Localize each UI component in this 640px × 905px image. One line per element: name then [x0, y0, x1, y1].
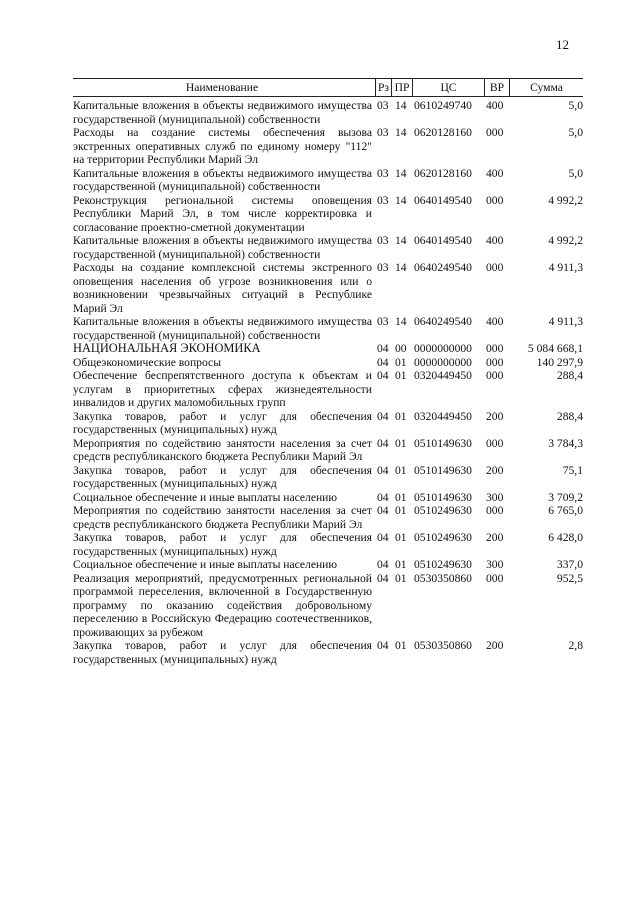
- row-pr: 01: [395, 436, 407, 450]
- row-cs: 0530350860: [414, 639, 472, 652]
- table-row: [73, 342, 583, 356]
- table-row: [73, 234, 583, 261]
- row-pr: 01: [395, 504, 407, 517]
- row-rz: 04: [377, 436, 389, 450]
- row-rz: 04: [377, 355, 389, 369]
- row-cs: 0000000000: [414, 342, 472, 355]
- row-cs: 0510149630: [414, 436, 472, 450]
- row-cs: 0620128160: [414, 126, 472, 139]
- row-sum: 5,0: [568, 126, 583, 139]
- row-pr: 14: [395, 193, 407, 207]
- table-row: [73, 491, 583, 505]
- table-body: [73, 99, 583, 666]
- row-pr: 01: [395, 409, 407, 423]
- row-rz: 03: [377, 193, 389, 207]
- row-pr: 01: [395, 531, 407, 544]
- row-cs: 0510149630: [414, 490, 472, 504]
- row-pr: 01: [395, 463, 407, 477]
- row-vr: 400: [486, 99, 504, 112]
- row-sum: 4 992,2: [548, 193, 583, 207]
- row-vr: 000: [486, 571, 504, 585]
- header-name: Наименование: [73, 79, 376, 96]
- row-sum: 337,0: [556, 558, 583, 571]
- row-pr: 14: [395, 166, 407, 180]
- row-pr: 00: [395, 342, 407, 355]
- table-row: [73, 194, 583, 235]
- row-cs: 0510249630: [414, 558, 472, 571]
- row-sum: 4 911,3: [548, 315, 583, 328]
- table-row: [73, 639, 583, 666]
- row-sum: 6 765,0: [548, 504, 583, 517]
- row-cs: 0510249630: [414, 504, 472, 517]
- table-row: [73, 437, 583, 464]
- row-name: Закупка товаров, работ и услуг для обеспечения государственных (муниципальных) нужд: [73, 463, 372, 490]
- table-row: [73, 504, 583, 531]
- row-name: Мероприятия по содействию занятости населения за счет средств республиканского бюджета Республики Марий Эл: [73, 436, 372, 463]
- row-cs: 0000000000: [414, 355, 472, 369]
- row-cs: 0320449450: [414, 409, 472, 423]
- row-pr: 14: [395, 315, 407, 328]
- row-rz: 04: [377, 531, 389, 544]
- row-rz: 04: [377, 639, 389, 652]
- row-rz: 04: [377, 342, 389, 355]
- row-cs: 0640249540: [414, 315, 472, 328]
- row-pr: 14: [395, 126, 407, 139]
- page-number: 12: [556, 37, 569, 52]
- row-rz: 04: [377, 490, 389, 504]
- row-rz: 04: [377, 571, 389, 585]
- row-name: Социальное обеспечение и иные выплаты населению: [73, 558, 338, 571]
- table-row: [73, 356, 583, 370]
- row-pr: 01: [395, 558, 407, 571]
- row-sum: 288,4: [556, 409, 583, 423]
- row-sum: 140 297,9: [536, 355, 583, 369]
- row-name: Обеспечение беспрепятственного доступа к объектам и услугам в приоритетных сферах жизнедеятельности инвалидов и других маломобильных групп: [73, 369, 372, 409]
- row-name: Капитальные вложения в объекты недвижимого имущества государственной (муниципальной) собственности: [73, 99, 372, 126]
- row-rz: 03: [377, 99, 389, 112]
- row-rz: 04: [377, 463, 389, 477]
- row-rz: 03: [377, 234, 389, 247]
- row-rz: 04: [377, 504, 389, 517]
- row-sum: 952,5: [556, 571, 583, 585]
- row-cs: 0320449450: [414, 369, 472, 382]
- row-rz: 04: [377, 369, 389, 382]
- row-vr: 300: [486, 490, 504, 504]
- row-name: Закупка товаров, работ и услуг для обеспечения государственных (муниципальных) нужд: [73, 409, 372, 436]
- row-name: Капитальные вложения в объекты недвижимого имущества государственной (муниципальной) собственности: [73, 166, 372, 193]
- row-rz: 04: [377, 558, 389, 571]
- row-rz: 03: [377, 166, 389, 180]
- row-vr: 000: [486, 436, 504, 450]
- table-row: [73, 464, 583, 491]
- header-cs: ЦС: [413, 79, 485, 96]
- row-name: Общеэкономические вопросы: [73, 355, 221, 369]
- table-row: [73, 167, 583, 194]
- row-sum: 288,4: [556, 369, 583, 382]
- row-vr: 400: [486, 315, 504, 328]
- row-vr: 200: [486, 409, 504, 423]
- table-row: [73, 369, 583, 410]
- row-sum: 5 084 668,1: [527, 342, 583, 355]
- row-vr: 400: [486, 166, 504, 180]
- row-vr: 400: [486, 234, 504, 247]
- table-row: [73, 410, 583, 437]
- row-vr: 200: [486, 639, 504, 652]
- row-name: Капитальные вложения в объекты недвижимого имущества государственной (муниципальной) собственности: [73, 315, 372, 342]
- row-name: Реализация мероприятий, предусмотренных региональной программой переселения, включенной в Государственную программу по оказанию содействия добровольному переселению в Российскую Федерацию соотечественников, проживающих за рубежом: [73, 571, 372, 639]
- table-header: [73, 78, 583, 97]
- row-vr: 000: [486, 261, 504, 274]
- row-cs: 0510149630: [414, 463, 472, 477]
- row-name: Капитальные вложения в объекты недвижимого имущества государственной (муниципальной) собственности: [73, 234, 372, 261]
- table-row: [73, 126, 583, 167]
- row-name: Расходы на создание системы обеспечения вызова экстренных оперативных служб по единому номеру "112" на территории Республики Марий Эл: [73, 126, 372, 166]
- row-sum: 75,1: [562, 463, 583, 477]
- row-pr: 14: [395, 261, 407, 274]
- header-rz: Рз: [376, 79, 392, 96]
- row-sum: 3 709,2: [548, 490, 583, 504]
- row-name: Закупка товаров, работ и услуг для обеспечения государственных (муниципальных) нужд: [73, 639, 372, 666]
- row-sum: 3 784,3: [548, 436, 583, 450]
- row-sum: 5,0: [568, 166, 583, 180]
- row-sum: 4 992,2: [548, 234, 583, 247]
- budget-table: [73, 78, 583, 666]
- row-cs: 0620128160: [414, 166, 472, 180]
- row-vr: 200: [486, 463, 504, 477]
- row-pr: 01: [395, 369, 407, 382]
- row-vr: 000: [486, 369, 504, 382]
- row-sum: 2,8: [568, 639, 583, 652]
- row-cs: 0640149540: [414, 234, 472, 247]
- table-row: [73, 315, 583, 342]
- row-name: Социальное обеспечение и иные выплаты населению: [73, 490, 338, 504]
- row-pr: 01: [395, 355, 407, 369]
- row-vr: 300: [486, 558, 504, 571]
- row-cs: 0610249740: [414, 99, 472, 112]
- row-pr: 01: [395, 571, 407, 585]
- row-sum: 4 911,3: [548, 261, 583, 274]
- header-sum: Сумма: [530, 81, 563, 94]
- row-name: НАЦИОНАЛЬНАЯ ЭКОНОМИКА: [73, 341, 261, 355]
- row-vr: 000: [486, 193, 504, 207]
- row-rz: 04: [377, 409, 389, 423]
- row-rz: 03: [377, 261, 389, 274]
- row-sum: 5,0: [568, 99, 583, 112]
- row-sum: 6 428,0: [548, 531, 583, 544]
- row-vr: 000: [486, 342, 504, 355]
- row-cs: 0640149540: [414, 193, 472, 207]
- table-row: [73, 99, 583, 126]
- row-rz: 03: [377, 126, 389, 139]
- table-row: [73, 558, 583, 572]
- row-cs: 0510249630: [414, 531, 472, 544]
- table-row: [73, 572, 583, 640]
- row-vr: 000: [486, 126, 504, 139]
- table-row: [73, 261, 583, 315]
- row-pr: 01: [395, 639, 407, 652]
- row-name: Реконструкция региональной системы оповещения Республики Марий Эл, в том числе корректировка и согласование проектно-сметной документации: [73, 193, 372, 234]
- row-pr: 14: [395, 99, 407, 112]
- header-pr: ПР: [392, 79, 413, 96]
- row-vr: 000: [486, 504, 504, 517]
- row-cs: 0640249540: [414, 261, 472, 274]
- row-name: Расходы на создание комплексной системы экстренного оповещения населения об угрозе возникновения или о возникновении чрезвычайных ситуаций в Республике Марий Эл: [73, 261, 372, 315]
- header-vr: ВР: [485, 79, 510, 96]
- row-name: Закупка товаров, работ и услуг для обеспечения государственных (муниципальных) нужд: [73, 531, 372, 558]
- row-name: Мероприятия по содействию занятости населения за счет средств республиканского бюджета Республики Марий Эл: [73, 504, 372, 531]
- row-cs: 0530350860: [414, 571, 472, 585]
- row-vr: 200: [486, 531, 504, 544]
- row-pr: 14: [395, 234, 407, 247]
- table-row: [73, 531, 583, 558]
- row-pr: 01: [395, 490, 407, 504]
- row-rz: 03: [377, 315, 389, 328]
- row-vr: 000: [486, 355, 504, 369]
